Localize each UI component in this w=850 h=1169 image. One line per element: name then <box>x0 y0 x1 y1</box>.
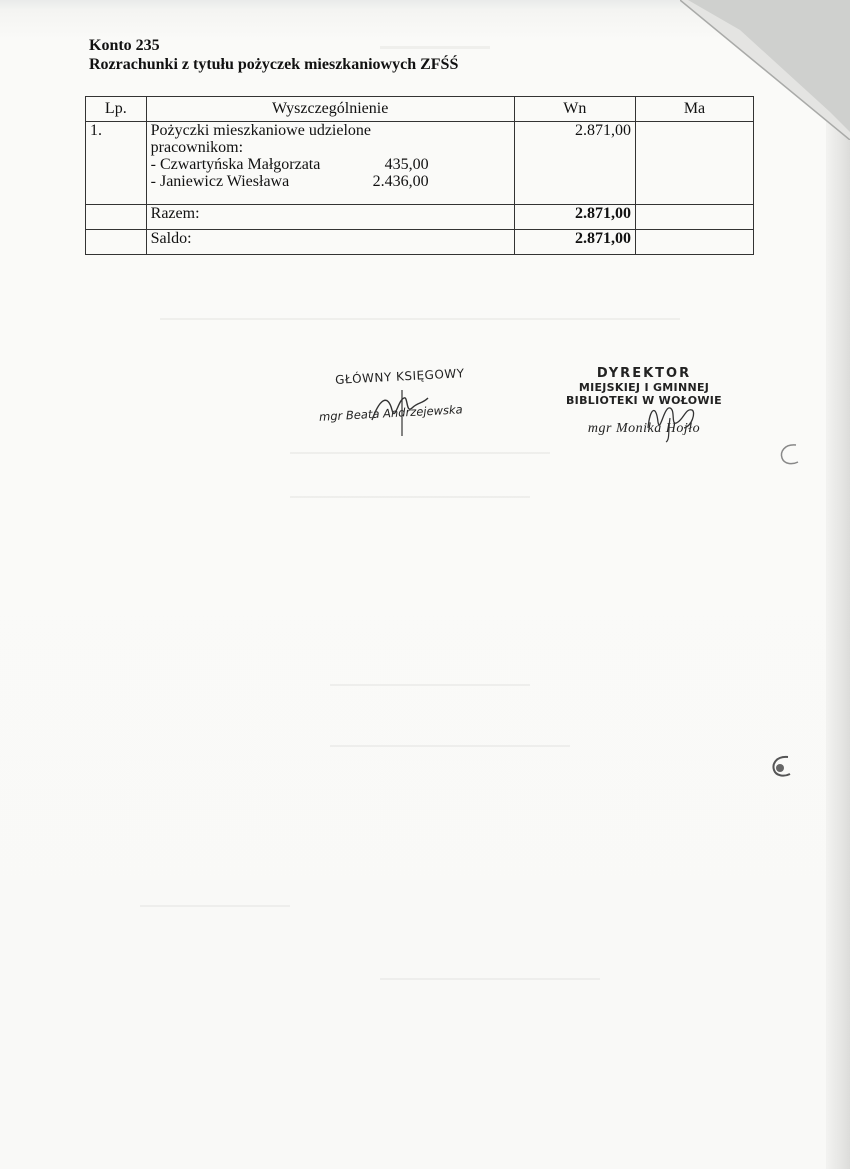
loan-item <box>151 173 429 190</box>
table-row <box>86 122 754 205</box>
loan-item-name: - Janiewicz Wiesława <box>150 173 290 190</box>
row-ma-value <box>636 122 754 205</box>
row-wn-value: 2.871,00 <box>514 122 635 205</box>
loan-item-name: - Czwartyńska Małgorzata <box>150 156 321 173</box>
handwritten-signature-left <box>362 380 442 440</box>
balance-label: Saldo: <box>146 230 514 255</box>
description-line: pracownikom: <box>150 139 244 156</box>
sum-wn-value: 2.871,00 <box>514 205 635 230</box>
row-lp: 1. <box>86 122 147 205</box>
stamp-role-line2: MIEJSKIEJ I GMINNEJ <box>578 381 710 394</box>
balance-row <box>86 230 754 255</box>
column-header-wn: Wn <box>514 97 635 122</box>
loan-item-amount: 435,00 <box>384 156 429 173</box>
show-through-mark <box>290 452 550 454</box>
loan-item <box>151 156 429 173</box>
stamp-role-line1: DYREKTOR <box>596 366 692 381</box>
balance-wn-value: 2.871,00 <box>514 230 635 255</box>
show-through-mark <box>290 496 530 498</box>
show-through-mark <box>140 905 290 907</box>
row-description <box>146 122 514 205</box>
table-header-row <box>86 97 754 122</box>
column-header-description: Wyszczególnienie <box>146 97 514 122</box>
account-number: Konto 235 <box>89 37 160 54</box>
document-heading <box>89 36 458 74</box>
show-through-mark <box>380 978 600 980</box>
ledger-table <box>85 96 754 255</box>
sum-lp-cell <box>86 205 147 230</box>
balance-ma-value <box>636 230 754 255</box>
sum-ma-value <box>636 205 754 230</box>
balance-lp-cell <box>86 230 147 255</box>
stamp-name: mgr Monika Hojło <box>587 421 701 436</box>
description-line: Pożyczki mieszkaniowe udzielone <box>150 122 372 139</box>
account-title: Rozrachunki z tytułu pożyczek mieszkaniowych ZFŚŚ <box>89 56 459 73</box>
sum-label: Razem: <box>146 205 514 230</box>
loan-item-amount: 2.436,00 <box>372 173 429 190</box>
handwritten-signature-right <box>640 398 700 444</box>
show-through-mark <box>330 745 570 747</box>
stamp-role-line3: BIBLIOTEKI W WOŁOWIE <box>566 394 722 407</box>
punch-hole-bottom <box>770 754 792 778</box>
show-through-mark <box>330 684 530 686</box>
scanner-edge <box>826 0 850 1169</box>
show-through-mark <box>160 318 680 320</box>
sum-row <box>86 205 754 230</box>
column-header-ma: Ma <box>636 97 754 122</box>
punch-hole-top <box>778 442 800 466</box>
stamp-role: GŁÓWNY KSIĘGOWY <box>334 366 465 387</box>
column-header-lp: Lp. <box>86 97 147 122</box>
stamp-name: mgr Beata Andrzejewska <box>318 402 463 424</box>
